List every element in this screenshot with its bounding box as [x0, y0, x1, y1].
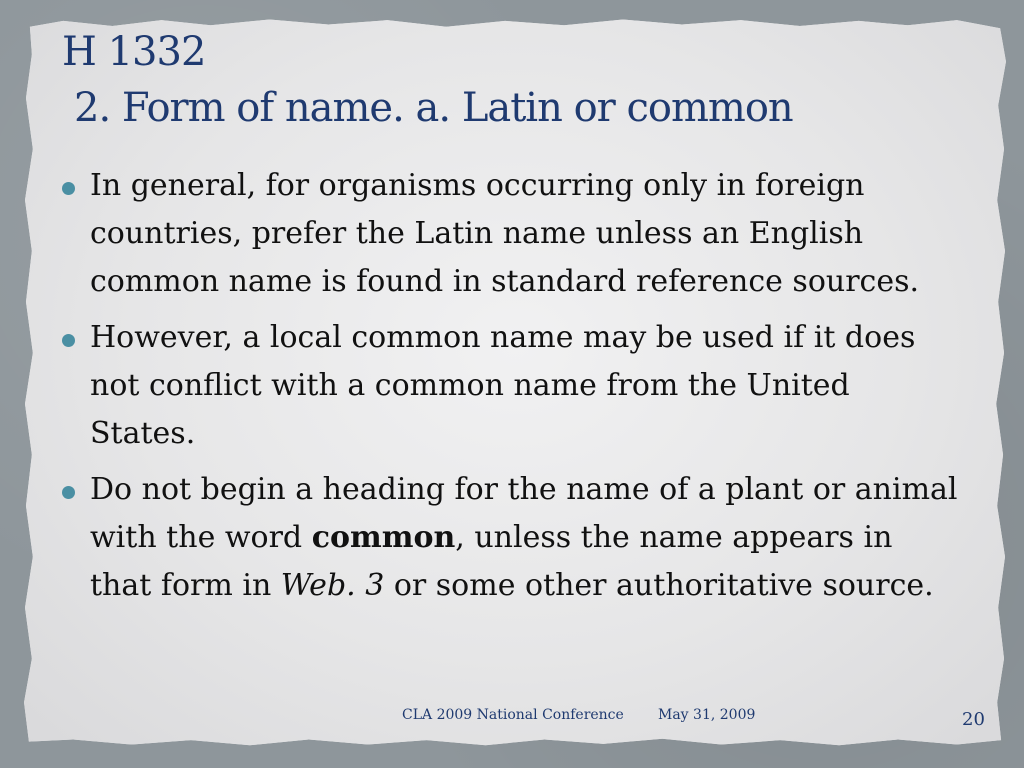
bullet-item — [58, 314, 958, 458]
footer-date: May 31, 2009 — [658, 707, 756, 723]
bullet-item — [58, 466, 958, 610]
round-bullet-icon — [62, 334, 75, 347]
bullet-italic-title: Web. 3 — [280, 568, 385, 603]
bullet-text-part: or some other authoritative source. — [384, 568, 934, 603]
slide-number: 20 — [962, 709, 985, 730]
title-line-code: H 1332 — [62, 29, 206, 75]
bullet-list — [58, 162, 958, 618]
bullet-text-part: , unless the name appears in that form in — [90, 520, 893, 603]
slide-title — [62, 24, 962, 136]
round-bullet-icon — [62, 486, 75, 499]
bullet-text — [90, 472, 958, 603]
footer-conference: CLA 2009 National Conference — [402, 707, 624, 723]
bullet-text: In general, for organisms occurring only in foreign countries, prefer the Latin name unless an English common name is found in standard reference sources. — [90, 168, 920, 299]
bullet-bold-word: common — [311, 520, 456, 555]
title-line-topic: 2. Form of name. a. Latin or common — [74, 85, 793, 131]
round-bullet-icon — [62, 182, 75, 195]
bullet-text: However, a local common name may be used if it does not conflict with a common name from the United States. — [90, 320, 916, 451]
bullet-item — [58, 162, 958, 306]
bullet-text-part: Do not begin a heading for the name of a plant or animal with the word — [90, 472, 958, 555]
